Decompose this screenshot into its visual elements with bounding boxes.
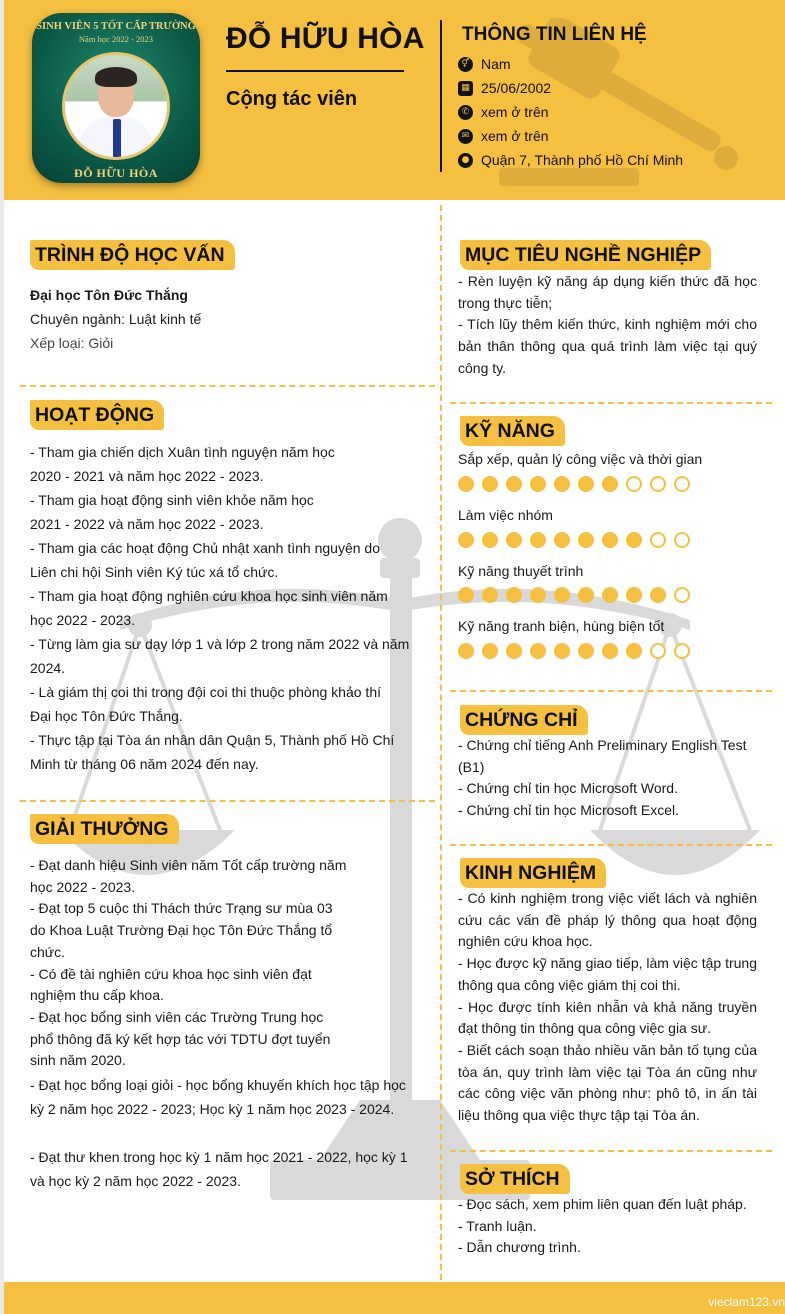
rating-dot-filled xyxy=(626,587,642,603)
column-divider xyxy=(440,205,442,1280)
photo-banner-title: SINH VIÊN 5 TỐT CẤP TRƯỜNG xyxy=(36,21,196,32)
activity-line: - Là giám thị coi thi trong đội coi thi thuộc phòng khảo thí xyxy=(30,684,381,700)
experience-item: - Học được tính kiên nhẫn và khả năng truyền đạt thông tin thông qua công việc gia sư. xyxy=(458,998,757,1037)
profile-photo xyxy=(32,13,200,183)
objective-item: - Rèn luyện kỹ năng áp dụng kiến thức đã học trong thực tiễn; xyxy=(458,273,757,311)
rating-dot-empty xyxy=(626,476,642,492)
rating-dot-filled xyxy=(626,532,642,548)
skill-rating xyxy=(458,643,698,659)
skill-rating xyxy=(458,532,698,548)
education-heading: TRÌNH ĐỘ HỌC VẤN xyxy=(30,240,235,270)
hobby-item: - Dẫn chương trình. xyxy=(458,1239,581,1256)
rating-dot-empty xyxy=(674,476,690,492)
contact-gender xyxy=(458,53,511,75)
activity-line: Minh từ tháng 06 năm 2024 đến nay. xyxy=(30,756,259,772)
awards-heading: GIẢI THƯỞNG xyxy=(30,814,179,844)
rating-dot-filled xyxy=(578,643,594,659)
divider-experience xyxy=(450,1150,772,1152)
portrait xyxy=(62,52,170,160)
footer-bar xyxy=(4,1282,785,1314)
divider-objective xyxy=(450,402,772,404)
certificates-list xyxy=(458,735,768,822)
skill-label: Kỹ năng tranh biện, hùng biện tốt xyxy=(458,618,665,634)
rating-dot-filled xyxy=(530,587,546,603)
rating-dot-empty xyxy=(674,532,690,548)
rating-dot-filled xyxy=(578,476,594,492)
activity-line: 2024. xyxy=(30,660,66,676)
activity-line: Đại học Tôn Đức Thắng. xyxy=(30,708,183,724)
hobby-item: - Tranh luận. xyxy=(458,1217,537,1234)
rating-dot-filled xyxy=(482,476,498,492)
location-pin-icon: ● xyxy=(458,153,473,168)
hobbies-list xyxy=(458,1194,768,1259)
header-banner xyxy=(4,0,785,200)
award-line: - Đạt học bổng loại giỏi - học bổng khuyến khích học tập học xyxy=(30,1077,406,1093)
rating-dot-filled xyxy=(554,532,570,548)
award-line: nghiệm thu cấp khoa. xyxy=(30,987,164,1004)
contact-title: THÔNG TIN LIÊN HỆ xyxy=(462,24,647,45)
award-line: - Đạt top 5 cuộc thi Thách thức Trạng sư mùa 03 xyxy=(30,900,333,917)
photo-caption: ĐỖ HỮU HÒA xyxy=(74,166,158,180)
photo-banner-year: Năm học 2022 - 2023 xyxy=(78,34,154,44)
divider-education xyxy=(20,385,435,387)
divider-activities xyxy=(20,800,435,802)
activity-line: học 2022 - 2023. xyxy=(30,612,136,628)
candidate-role: Cộng tác viên xyxy=(226,88,358,110)
activity-line: - Tham gia hoạt động nghiên cứu khoa học sinh viên năm xyxy=(30,588,388,604)
activity-line: - Tham gia hoạt động sinh viên khỏe năm học xyxy=(30,492,314,508)
certificate-line: - Chứng chỉ tiếng Anh Preliminary English Test xyxy=(458,737,747,753)
award-line: - Đạt danh hiệu Sinh viên năm Tốt cấp trường năm xyxy=(30,857,347,873)
award-line: - Đạt học bổng sinh viên các Trường Trung học xyxy=(30,1008,324,1025)
header-divider xyxy=(440,20,442,172)
contact-gender-text: Nam xyxy=(481,56,511,72)
activities-heading: HOẠT ĐỘNG xyxy=(30,400,164,430)
activity-line: - Thực tập tại Tòa án nhân dân Quận 5, Thành phố Hồ Chí xyxy=(30,732,395,748)
skill-rating xyxy=(458,476,698,492)
rating-dot-filled xyxy=(530,532,546,548)
certificates-heading: CHỨNG CHỈ xyxy=(460,705,588,735)
award-line: học 2022 - 2023. xyxy=(30,878,136,895)
skill-label: Kỹ năng thuyết trình xyxy=(458,563,584,579)
rating-dot-filled xyxy=(602,532,618,548)
award-line: và học kỳ 2 năm học 2022 - 2023. xyxy=(30,1173,241,1189)
experience-heading: KINH NGHIỆM xyxy=(460,858,606,888)
objective-list xyxy=(458,271,757,380)
rating-dot-filled xyxy=(482,587,498,603)
certificate-line: (B1) xyxy=(458,758,485,775)
contact-birthday-text: 25/06/2002 xyxy=(481,80,552,96)
rating-dot-filled xyxy=(506,476,522,492)
rating-dot-filled xyxy=(458,532,474,548)
rating-dot-filled xyxy=(530,643,546,659)
contact-birthday xyxy=(458,77,551,99)
objective-item: - Tích lũy thêm kiến thức, kinh nghiệm mới cho bản thân thông qua quá trình làm việc tại quý công ty. xyxy=(458,316,757,376)
education-grade: Xếp loại: Giỏi xyxy=(30,335,114,351)
skill-label: Sắp xếp, quản lý công việc và thời gian xyxy=(458,451,703,467)
education-school: Đại học Tôn Đức Thắng xyxy=(30,287,188,303)
rating-dot-filled xyxy=(554,587,570,603)
experience-item: - Biết cách soạn thảo nhiều văn bản tố tụng của tòa án, quy trình làm việc tại Tòa án cũng như các công việc văn phòng như: phô tô, in ấn tài liệu thông qua việc thực tập tại Tòa án. xyxy=(458,1041,757,1124)
contact-email-text[interactable]: xem ở trên xyxy=(481,128,549,144)
rating-dot-filled xyxy=(506,587,522,603)
award-line: phổ thông đã ký kết hợp tác với TDTU đợt tuyển xyxy=(30,1030,331,1047)
rating-dot-filled xyxy=(506,643,522,659)
experience-item: - Có kinh nghiệm trong việc viết lách và nghiên cứu các vấn đề pháp lý thông qua hoạt động nghiên cứu khoa học. xyxy=(458,890,757,950)
rating-dot-filled xyxy=(458,476,474,492)
contact-phone xyxy=(458,101,549,123)
activity-line: 2020 - 2021 và năm học 2022 - 2023. xyxy=(30,468,264,484)
rating-dot-filled xyxy=(602,587,618,603)
rating-dot-filled xyxy=(578,587,594,603)
activity-line: - Tham gia các hoạt động Chủ nhật xanh tình nguyện do xyxy=(30,540,380,556)
activity-line: 2021 - 2022 và năm học 2022 - 2023. xyxy=(30,516,264,532)
rating-dot-filled xyxy=(554,476,570,492)
skills-heading: KỸ NĂNG xyxy=(460,416,565,446)
award-line: do Khoa Luật Trường Đại học Tôn Đức Thắng tổ xyxy=(30,922,333,939)
skill-rating xyxy=(458,587,698,603)
contact-address xyxy=(458,149,683,171)
experience-list xyxy=(458,888,757,1127)
objective-heading: MỤC TIÊU NGHỀ NGHIỆP xyxy=(460,240,711,270)
footer-credit[interactable]: vieclam123.vn xyxy=(708,1295,785,1309)
calendar-icon: ▦ xyxy=(458,81,473,96)
rating-dot-filled xyxy=(554,643,570,659)
education-major: Chuyên ngành: Luật kinh tế xyxy=(30,311,202,327)
awards-list-cont xyxy=(30,1073,430,1193)
name-underline xyxy=(226,70,404,72)
rating-dot-filled xyxy=(602,476,618,492)
portrait-tie xyxy=(113,119,121,159)
award-line: kỳ 2 năm học 2022 - 2023; Học kỳ 1 năm học 2023 - 2024. xyxy=(30,1101,395,1117)
rating-dot-empty xyxy=(650,476,666,492)
contact-email xyxy=(458,125,549,147)
hobby-item: - Đọc sách, xem phim liên quan đến luật pháp. xyxy=(458,1196,747,1212)
rating-dot-filled xyxy=(506,532,522,548)
certificate-line: - Chứng chỉ tin học Microsoft Word. xyxy=(458,780,678,797)
rating-dot-empty xyxy=(650,532,666,548)
phone-icon: ✆ xyxy=(458,105,473,120)
divider-certificates xyxy=(450,844,772,846)
rating-dot-filled xyxy=(458,643,474,659)
rating-dot-empty xyxy=(674,643,690,659)
rating-dot-filled xyxy=(650,587,666,603)
rating-dot-filled xyxy=(602,643,618,659)
certificate-line: - Chứng chỉ tin học Microsoft Excel. xyxy=(458,802,680,819)
rating-dot-filled xyxy=(530,476,546,492)
gender-icon: ⚥ xyxy=(458,57,473,72)
rating-dot-filled xyxy=(458,587,474,603)
candidate-name: ĐỖ HỮU HÒA xyxy=(226,22,425,55)
rating-dot-filled xyxy=(626,643,642,659)
activity-line: Liên chi hội Sinh viên Ký túc xá tổ chức. xyxy=(30,564,279,580)
rating-dot-filled xyxy=(482,532,498,548)
rating-dot-empty xyxy=(650,643,666,659)
award-spacer xyxy=(30,1121,430,1145)
email-icon: ✉ xyxy=(458,129,473,144)
contact-phone-text[interactable]: xem ở trên xyxy=(481,104,549,120)
award-line: - Đạt thư khen trong học kỳ 1 năm học 2021 - 2022, học kỳ 1 xyxy=(30,1149,408,1165)
rating-dot-empty xyxy=(674,587,690,603)
activities-list xyxy=(30,440,430,776)
activity-line: - Tham gia chiến dịch Xuân tình nguyện năm học xyxy=(30,444,335,460)
experience-item: - Học được kỹ năng giao tiếp, làm việc tập trung thông qua công việc giám thị coi thi. xyxy=(458,955,757,993)
award-line: sinh năm 2020. xyxy=(30,1052,126,1069)
award-line: - Có đề tài nghiên cứu khoa học sinh viên đạt xyxy=(30,965,312,982)
divider-skills xyxy=(450,690,772,692)
rating-dot-filled xyxy=(578,532,594,548)
hobbies-heading: SỞ THÍCH xyxy=(460,1164,570,1194)
portrait-hair xyxy=(95,67,137,87)
contact-address-text: Quận 7, Thành phố Hồ Chí Minh xyxy=(481,152,684,168)
rating-dot-filled xyxy=(482,643,498,659)
awards-list xyxy=(30,855,430,1072)
award-line: chức. xyxy=(30,943,66,960)
skill-label: Làm việc nhóm xyxy=(458,507,553,523)
activity-line: - Từng làm gia sư dạy lớp 1 và lớp 2 trong năm 2022 và năm xyxy=(30,636,410,652)
